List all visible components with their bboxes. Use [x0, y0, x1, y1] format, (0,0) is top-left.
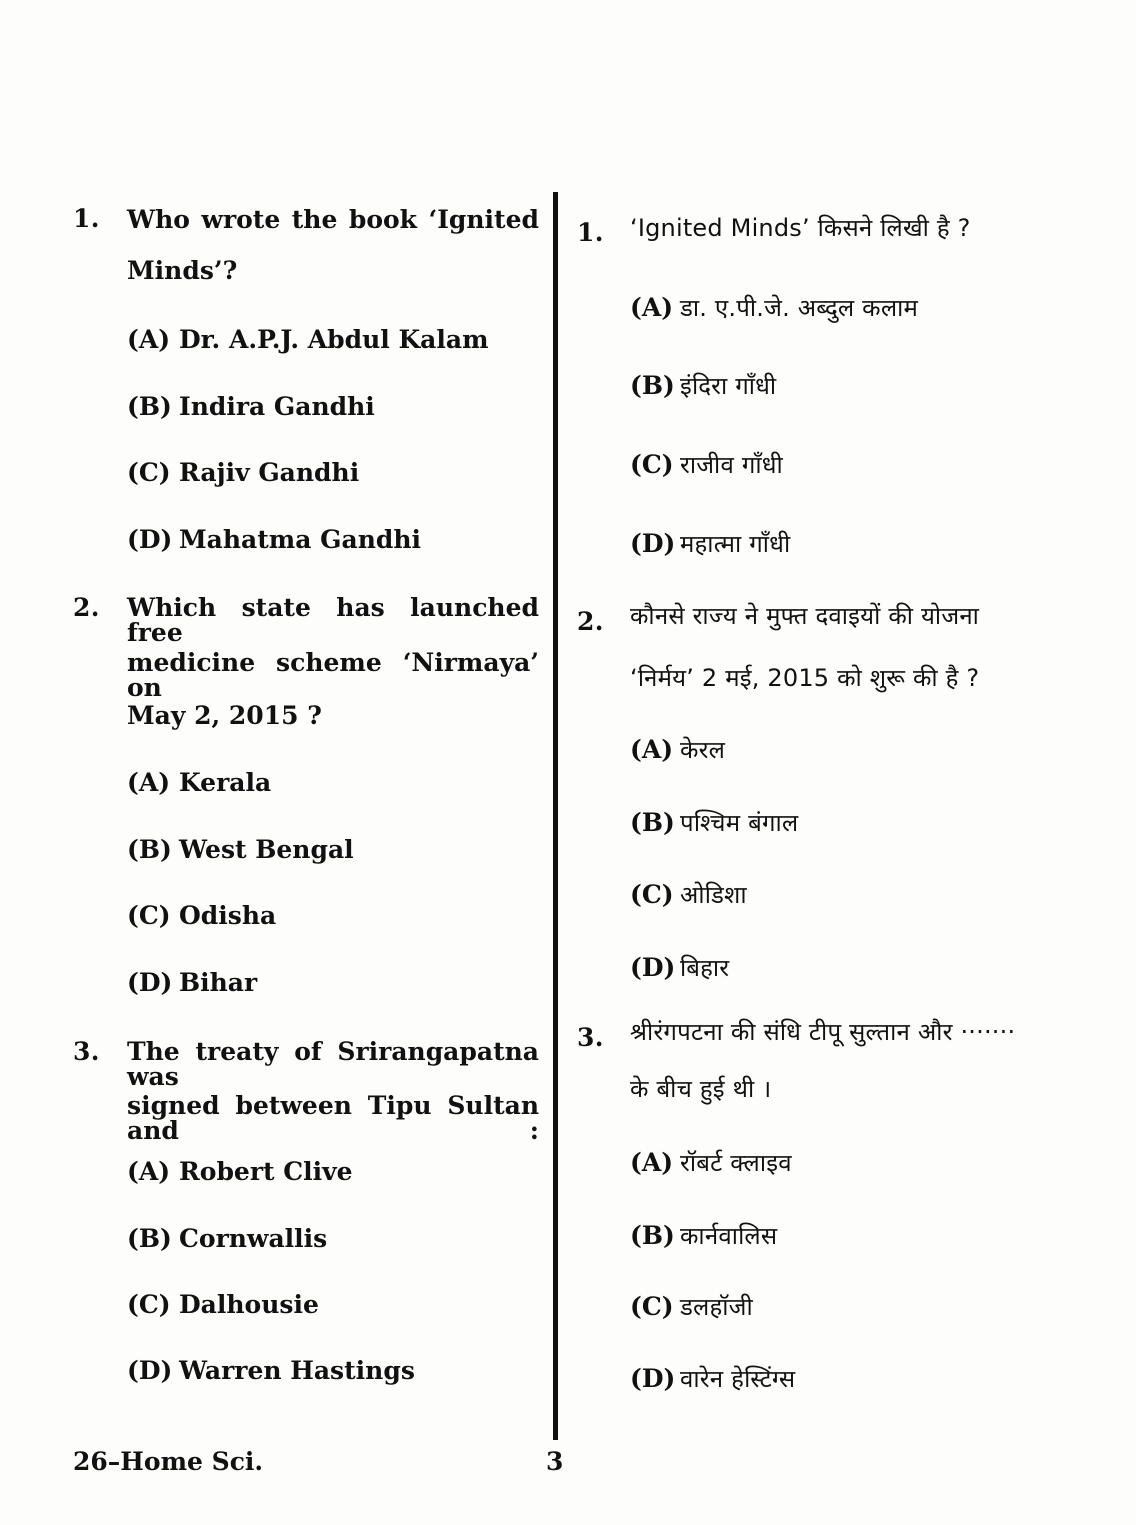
option-label: (D)	[127, 1356, 173, 1385]
option-b	[630, 810, 798, 835]
option-d	[127, 527, 421, 552]
question-text-line: श्रीरंगपटना की संधि टीपू सुल्तान और ·······	[630, 1018, 1016, 1046]
question-text-line: signed between Tipu Sultan and :	[127, 1091, 539, 1145]
column-divider	[553, 192, 558, 1440]
option-text: महात्मा गाँधी	[680, 530, 791, 558]
option-label: (B)	[127, 835, 172, 864]
option-text: Cornwallis	[179, 1224, 328, 1253]
question-text-line: ‘Ignited Minds’ किसने लिखी है ?	[630, 214, 971, 242]
option-label: (A)	[127, 1157, 171, 1186]
option-text: Odisha	[179, 901, 277, 930]
question-number: 1.	[577, 218, 604, 247]
option-label: (A)	[630, 1148, 674, 1177]
question-text-line: medicine scheme ‘Nirmaya’ on	[127, 648, 539, 702]
option-label: (C)	[630, 880, 674, 909]
option-text: पश्चिम बंगाल	[680, 809, 799, 837]
option-label: (C)	[127, 1290, 171, 1319]
option-c	[630, 1294, 753, 1319]
option-text: इंदिरा गाँधी	[680, 372, 777, 400]
option-label: (C)	[630, 1292, 674, 1321]
option-text: केरल	[680, 736, 726, 764]
question-text-line: May 2, 2015 ?	[127, 701, 322, 730]
option-label: (D)	[127, 968, 173, 997]
option-c	[630, 882, 747, 907]
option-text: Mahatma Gandhi	[179, 525, 422, 554]
option-text: Warren Hastings	[179, 1356, 415, 1385]
option-d	[127, 970, 257, 995]
question-number: 1.	[73, 204, 100, 233]
option-label: (B)	[127, 392, 172, 421]
option-b	[630, 1223, 777, 1248]
option-d	[630, 955, 729, 980]
option-c	[127, 1292, 319, 1317]
option-text: ओडिशा	[680, 881, 747, 909]
option-text: वारेन हेस्टिंग्स	[680, 1365, 796, 1393]
option-text: West Bengal	[179, 835, 354, 864]
page-number: 3	[546, 1447, 564, 1476]
question-text-line: Minds’?	[127, 256, 238, 285]
option-label: (B)	[630, 371, 675, 400]
option-d	[630, 1366, 795, 1391]
option-label: (B)	[630, 1221, 675, 1250]
option-label: (A)	[630, 293, 674, 322]
option-label: (D)	[630, 1364, 676, 1393]
option-text: Rajiv Gandhi	[179, 458, 360, 487]
option-b	[127, 394, 375, 419]
option-label: (B)	[127, 1224, 172, 1253]
option-text: डा. ए.पी.जे. अब्दुल कलाम	[680, 294, 919, 322]
question-number: 3.	[73, 1037, 100, 1066]
option-text: रॉबर्ट क्लाइव	[680, 1149, 792, 1177]
option-text: Indira Gandhi	[179, 392, 375, 421]
question-number: 2.	[577, 607, 604, 636]
option-b	[127, 1226, 327, 1251]
option-label: (D)	[630, 953, 676, 982]
subject-code: 26–Home Sci.	[73, 1447, 264, 1476]
option-b	[127, 837, 354, 862]
option-text: बिहार	[680, 954, 730, 982]
option-label: (A)	[630, 735, 674, 764]
option-text: Dalhousie	[179, 1290, 319, 1319]
option-text: Kerala	[179, 768, 272, 797]
question-text-line: के बीच हुई थी ।	[630, 1075, 772, 1103]
option-label: (A)	[127, 768, 171, 797]
question-text-line: Who wrote the book ‘Ignited	[127, 205, 539, 234]
option-a	[127, 1159, 353, 1184]
option-a	[630, 737, 725, 762]
option-a	[127, 327, 489, 352]
option-text: राजीव गाँधी	[680, 451, 783, 479]
question-number: 2.	[73, 593, 100, 622]
option-d	[127, 1358, 415, 1383]
option-label: (A)	[127, 325, 171, 354]
option-a	[630, 1150, 792, 1175]
question-text-line: The treaty of Srirangapatna was	[127, 1037, 539, 1091]
option-text: Robert Clive	[179, 1157, 353, 1186]
option-text: Bihar	[179, 968, 258, 997]
option-label: (D)	[127, 525, 173, 554]
option-d	[630, 531, 790, 556]
question-text-line: कौनसे राज्य ने मुफ्त दवाइयों की योजना	[630, 602, 980, 630]
option-b	[630, 373, 776, 398]
question-text-line: ‘निर्मय’ 2 मई, 2015 को शुरू की है ?	[630, 664, 980, 692]
option-text: डलहॉजी	[680, 1293, 753, 1321]
option-text: कार्नवालिस	[680, 1222, 778, 1250]
option-label: (C)	[127, 458, 171, 487]
option-c	[127, 903, 276, 928]
option-text: Dr. A.P.J. Abdul Kalam	[179, 325, 489, 354]
option-label: (C)	[127, 901, 171, 930]
option-label: (D)	[630, 529, 676, 558]
option-c	[127, 460, 359, 485]
question-number: 3.	[577, 1023, 604, 1052]
option-label: (C)	[630, 450, 674, 479]
question-text-line: Which state has launched free	[127, 593, 539, 647]
option-label: (B)	[630, 808, 675, 837]
option-a	[127, 770, 271, 795]
option-c	[630, 452, 783, 477]
option-a	[630, 295, 918, 320]
